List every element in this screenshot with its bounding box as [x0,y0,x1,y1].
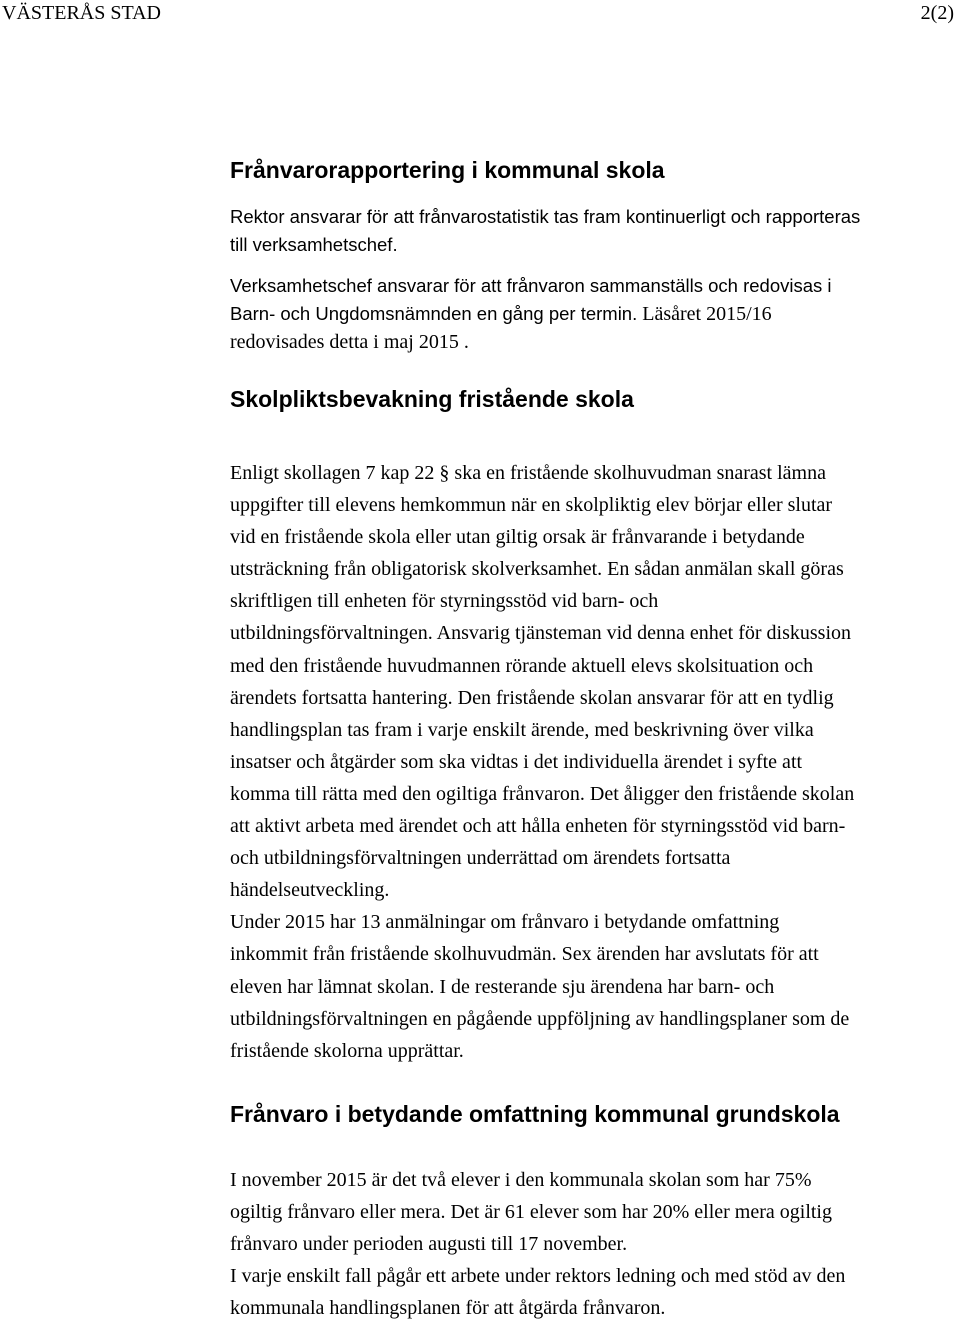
paragraph-municipal-absence [230,1164,958,1324]
text-line: och utbildningsförvaltningen underrättad om ärendets fortsatta [230,847,731,870]
text-line: I november 2015 är det två elever i den kommunala skolan som har 75% [230,1169,812,1191]
text-line: med den fristående huvudmannen rörande aktuell elevs skolsituation och [230,654,814,677]
text-line: handlingsplan tas fram i varje enskilt ärende, med beskrivning över vilka [230,718,814,741]
text-line: utsträckning från obligatorisk skolverksamhet. En sådan anmälan skall göras [230,558,844,581]
text-line: kommunala handlingsplanen för att åtgärda frånvaron. [230,1297,666,1320]
page-header [0,0,960,26]
text-line: händelseutveckling. [230,879,390,902]
text-line: Enligt skollagen 7 kap 22 § ska en fristående skolhuvudman snarast lämna [230,462,826,484]
text-line: komma till rätta med den ogiltiga frånvaron. Det åligger den fristående skolan [230,782,855,805]
text-line: frånvaro under perioden augusti till 17 november. [230,1233,628,1256]
text-line: utbildningsförvaltningen en pågående uppföljning av handlingsplaner som de [230,1007,850,1030]
text-line: Under 2015 har 13 anmälningar om frånvaro i betydande omfattning [230,911,780,934]
text-segment: Läsåret 2015/16 [637,303,772,325]
text-line: eleven har lämnat skolan. I de resterande sju ärendena har barn- och [230,975,775,998]
text-line: Rektor ansvarar för att frånvarostatistik tas fram kontinuerligt och rapporteras [230,206,861,227]
section-heading-significant-absence: Frånvaro i betydande omfattning kommunal grundskola [230,1101,840,1127]
text-line: att aktivt arbeta med ärendet och att hålla enheten för styrningsstöd vid barn- [230,815,846,838]
text-line: ärendets fortsatta hantering. Den fristående skolan ansvarar för att en tydlig [230,686,834,709]
paragraph-verksamhetschef [230,272,958,356]
text-segment: Barn- och Ungdomsnämnden en gång per termin. [230,303,638,324]
text-line: skriftligen till enheten för styrningsstöd vid barn- och [230,590,659,613]
section-heading-absence-reporting: Frånvarorapportering i kommunal skola [230,157,665,183]
text-line: I varje enskilt fall pågår ett arbete under rektors ledning och med stöd av den [230,1265,846,1288]
paragraph-independent-school [230,457,958,1067]
text-line: vid en fristående skola eller utan giltig orsak är frånvarande i betydande [230,526,805,549]
text-line: redovisades detta i maj 2015 . [230,331,469,353]
text-line: utbildningsförvaltningen. Ansvarig tjänsteman vid denna enhet för diskussion [230,622,852,645]
text-line: fristående skolorna upprättar. [230,1039,464,1062]
section-heading-school-attendance-monitoring: Skolpliktsbevakning fristående skola [230,386,634,412]
text-line: Verksamhetschef ansvarar för att frånvaron sammanställs och redovisas i [230,275,832,296]
text-line: inkommit från fristående skolhuvudmän. Sex ärenden har avslutats för att [230,943,819,966]
text-line [230,300,958,328]
text-line: ogiltig frånvaro eller mera. Det är 61 elever som har 20% eller mera ogiltig [230,1201,832,1224]
organization-name: VÄSTERÅS STAD [2,2,161,24]
text-line: till verksamhetschef. [230,234,398,255]
text-line: insatser och åtgärder som ska vidtas i det individuella ärendet i syfte att [230,750,803,773]
paragraph-rektor [230,203,958,259]
text-line: uppgifter till elevens hemkommun när en skolpliktig elev börjar eller slutar [230,494,833,517]
page-number: 2(2) [920,2,954,24]
